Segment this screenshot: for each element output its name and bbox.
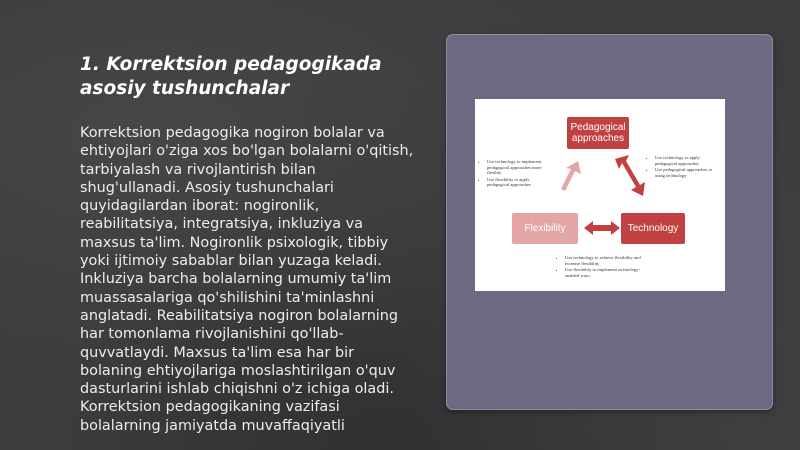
bullet-right-item: • Use pedagogical approaches to using technology xyxy=(655,167,719,178)
cycle-diagram xyxy=(475,99,725,291)
bullet-right-item: • Use technology to apply pedagogical approaches xyxy=(655,155,719,166)
node-pedagogical-approaches: Pedagogical approaches xyxy=(567,117,629,149)
slide-title: 1. Korrektsion pedagogikada asosiy tushunchalar xyxy=(80,54,382,99)
bullets-left xyxy=(481,159,543,189)
node-flexibility: Flexibility xyxy=(512,213,578,244)
node-technology: Technology xyxy=(621,213,685,244)
slide-body-text: Korrektsion pedagogika nogiron bolalar va ehtiyojlari o'ziga xos bo'lgan bolalarni o'qitish, tarbiyalash va rivojlantirish bilan shug'ullanadi. Asosiy tushunchalari quyidagilardan iborat: nogironlik, reabilitatsiya, integratsiya, inkluziya va maxsus ta'lim. Nogironlik psixologik, tibbiy yoki ijtimoiy sabablar bilan yuzaga keladi. Inkluziya barcha bolalarning umumiy ta'lim muassasalariga qo'shilishini ta'minlashni anglatadi. Reabilitatsiya nogiron bolalarning har tomonlama rivojlanishini qo'llab-quvvatlaydi. Maxsus ta'lim esa har bir bolaning ehtiyojlariga moslashtirilgan o'quv dasturlarini ishlab chiqishni o'z ichiga oladi. Korrektsion pedagogikaning vazifasi bolalarning jamiyatda muvaffaqiyatli xyxy=(80,125,414,434)
arrow-flexibility-pedagogical xyxy=(561,161,581,191)
arrow-flexibility-technology xyxy=(584,221,620,235)
bullet-left-item: • Use technology to implement pedagogical approaches more flexibly xyxy=(487,159,543,176)
bullet-bottom-item: • Use technology to achieve flexibility and increase flexibility xyxy=(565,255,643,266)
bullet-left-item: • Use flexibility to apply pedagogical approaches xyxy=(487,177,543,188)
bullet-bottom-item: • Use flexibility to implement technology-enabled ways xyxy=(565,267,643,278)
arrow-pedagogical-technology xyxy=(615,155,645,196)
bullets-bottom xyxy=(559,255,643,279)
bullets-right xyxy=(649,155,719,179)
